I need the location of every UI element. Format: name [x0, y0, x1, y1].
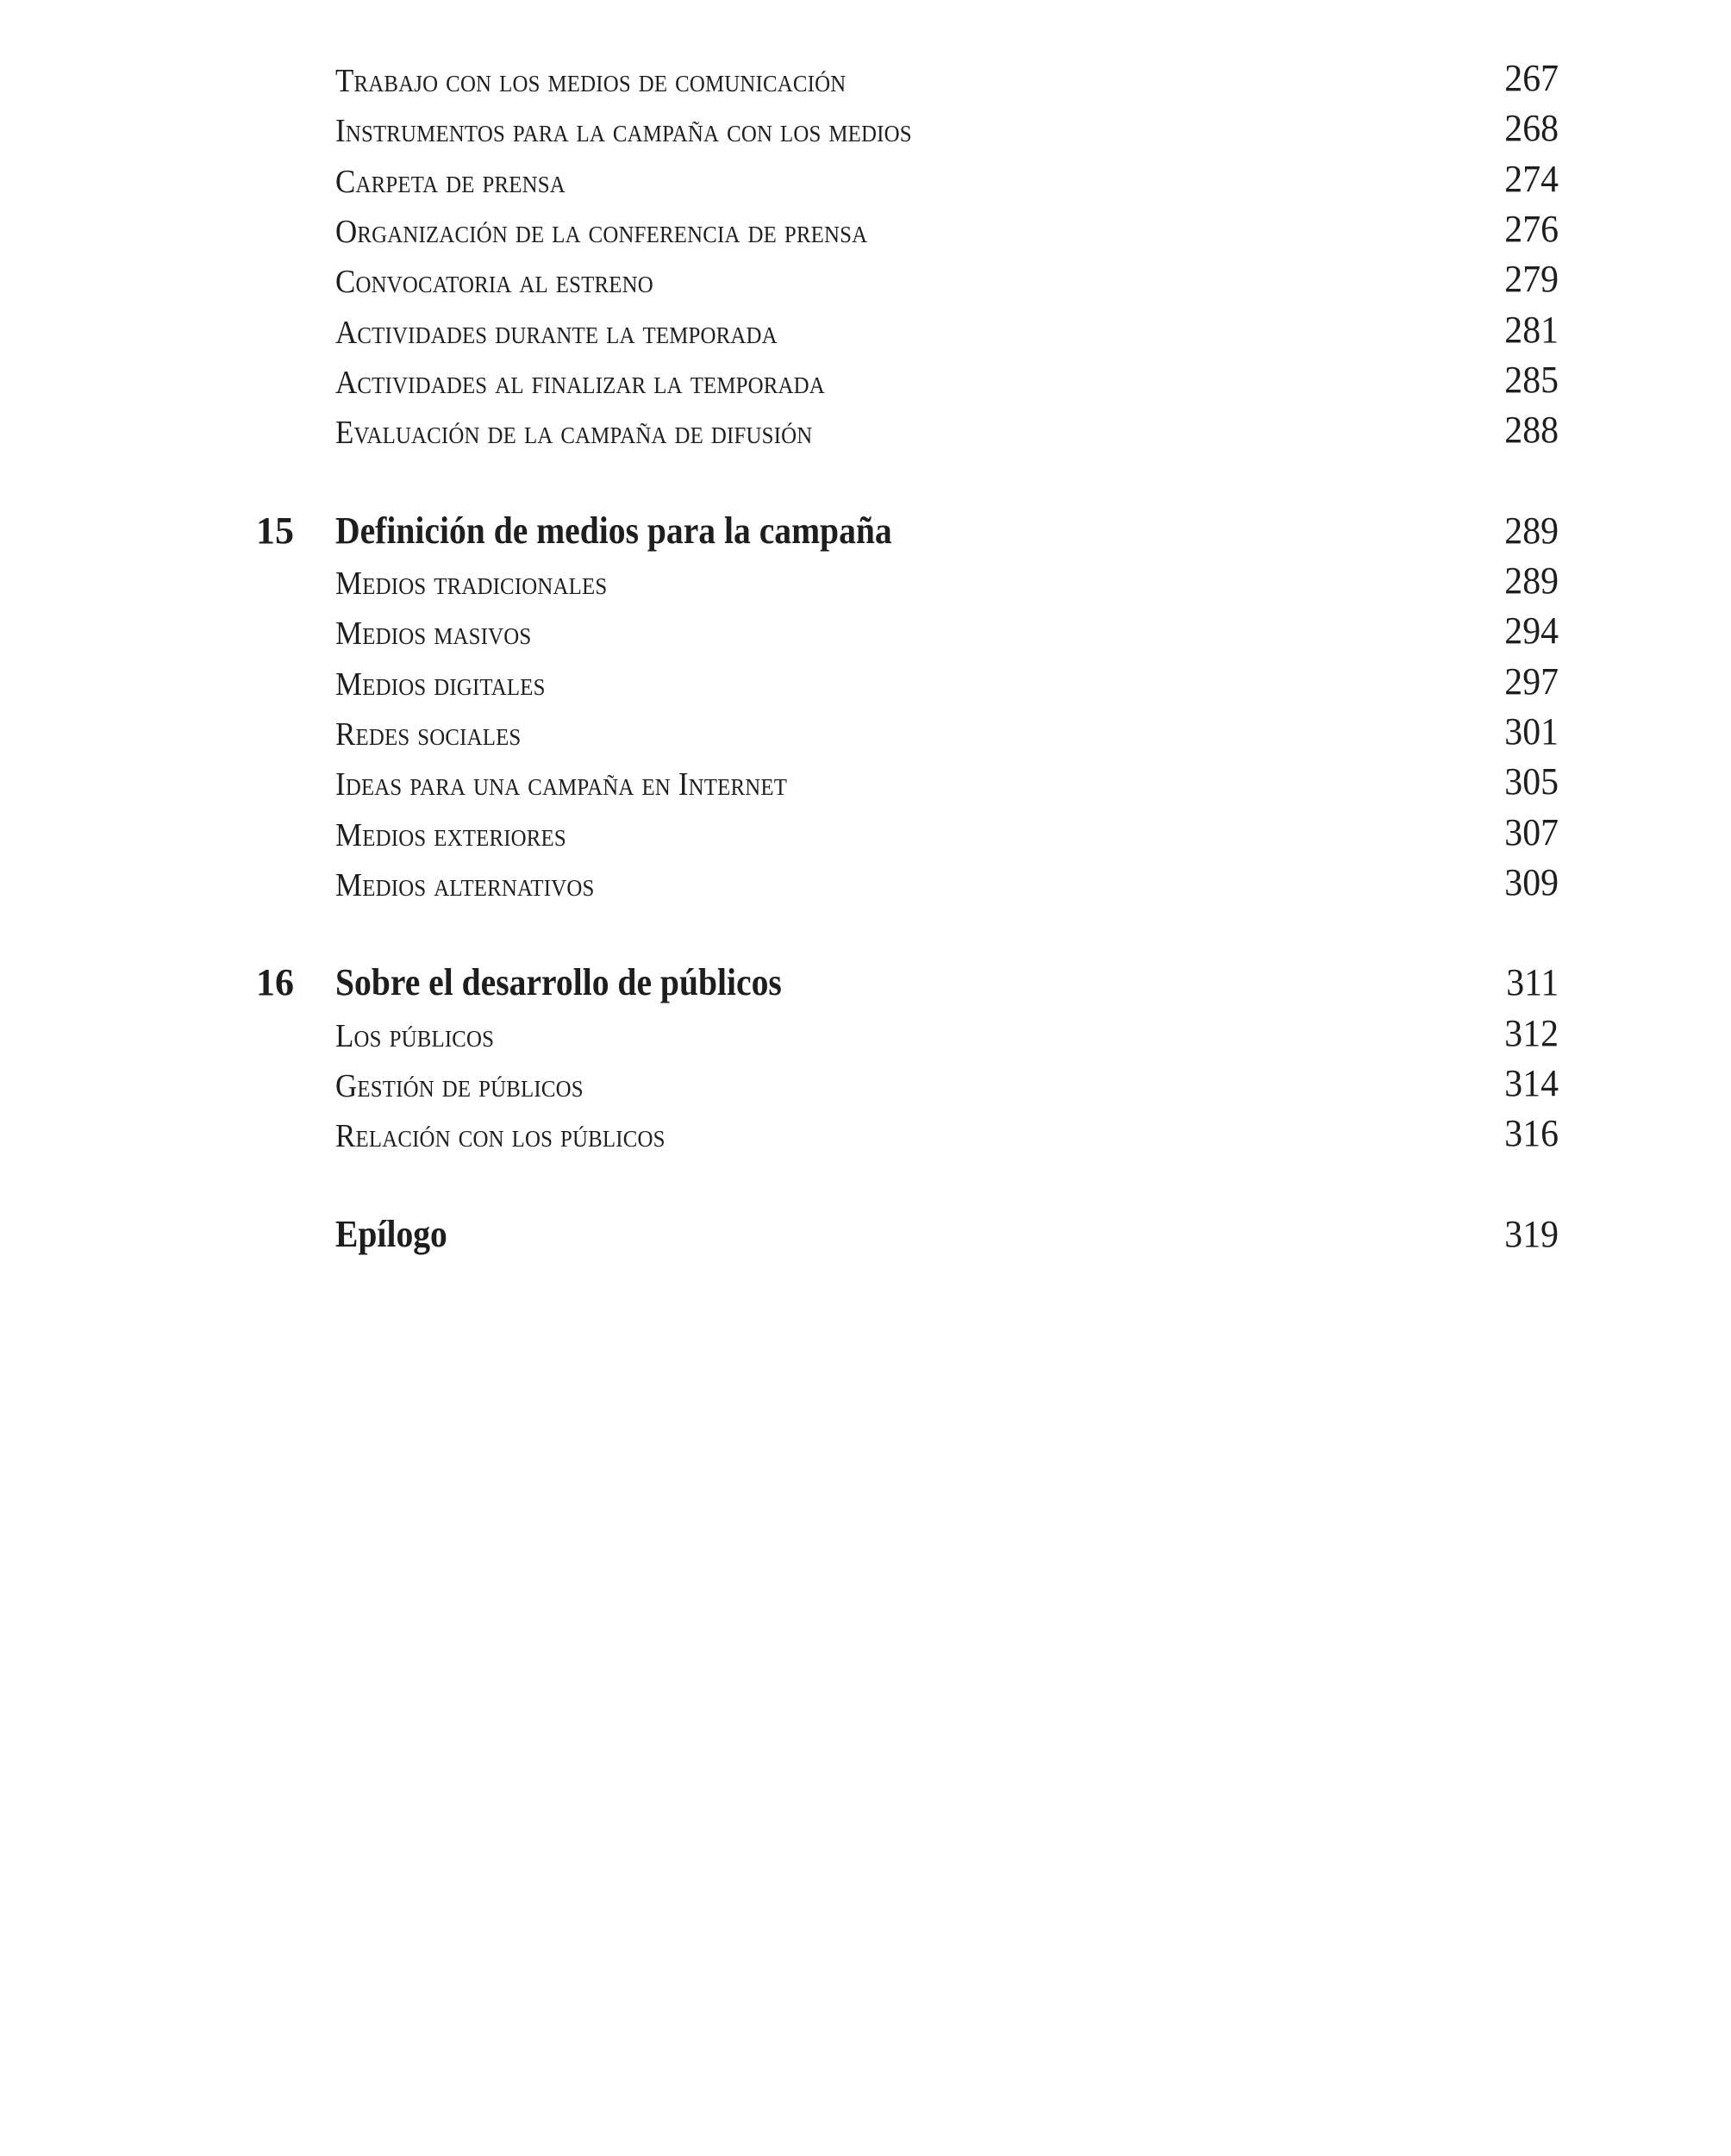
toc-section-row[interactable] [0, 198, 1731, 248]
toc-section-row[interactable] [0, 550, 1731, 600]
page-number: 312 [1504, 1011, 1559, 1054]
page-number: 281 [1504, 308, 1559, 351]
page-number: 289 [1504, 509, 1559, 552]
section-title: Ideas para una campaña en Internet [335, 766, 788, 803]
section-title: Instrumentos para la campaña con los medios [335, 113, 912, 150]
page-number: 294 [1504, 609, 1559, 653]
section-title: Los públicos [335, 1017, 495, 1054]
toc-chapter-row[interactable] [0, 500, 1731, 550]
toc-section-row[interactable] [0, 47, 1731, 97]
page-number: 316 [1504, 1112, 1559, 1155]
page-number: 274 [1504, 157, 1559, 200]
page-number: 279 [1504, 258, 1559, 301]
page-number: 268 [1504, 107, 1559, 150]
page-number: 309 [1504, 860, 1559, 903]
page-number: 297 [1504, 659, 1559, 703]
toc-section-row[interactable] [0, 802, 1731, 852]
section-title: Actividades al finalizar la temporada [335, 364, 825, 401]
section-title: Organización de la conferencia de prensa [335, 213, 868, 250]
toc-section-row[interactable] [0, 248, 1731, 301]
section-title: Medios exteriores [335, 816, 566, 853]
toc-section-row[interactable] [0, 701, 1731, 751]
section-title: Trabajo con los medios de comunicación [335, 63, 847, 99]
chapter-number: 15 [256, 509, 294, 552]
page-number: 289 [1504, 559, 1559, 602]
toc-section-row[interactable] [0, 600, 1731, 653]
section-title: Actividades durante la temporada [335, 314, 778, 351]
section-title: Evaluación de la campaña de difusión [335, 415, 813, 452]
section-title: Relación con los públicos [335, 1118, 666, 1155]
page-number: 301 [1504, 709, 1559, 753]
toc-section-row[interactable] [0, 651, 1731, 701]
section-title: Medios digitales [335, 666, 546, 703]
page-number: 314 [1504, 1062, 1559, 1104]
page-number: 311 [1505, 961, 1559, 1004]
page-number: 285 [1504, 358, 1559, 401]
page-number: 288 [1504, 409, 1559, 452]
section-title: Medios tradicionales [335, 566, 608, 602]
chapter-title: Definición de medios para la campaña [335, 509, 892, 552]
toc-section-row[interactable] [0, 1003, 1731, 1053]
toc-chapter-row[interactable] [0, 1203, 1731, 1253]
section-title: Medios alternativos [335, 866, 595, 903]
toc-section-row[interactable] [0, 148, 1731, 198]
toc-section-row[interactable] [0, 97, 1731, 150]
toc-section-row[interactable] [0, 751, 1731, 801]
page-number: 307 [1504, 810, 1559, 853]
toc-section-row[interactable] [0, 349, 1731, 399]
section-title: Carpeta de prensa [335, 163, 566, 200]
section-title: Convocatoria al estreno [335, 264, 653, 301]
page-number: 319 [1504, 1212, 1559, 1255]
page-number: 305 [1504, 760, 1559, 803]
page-number: 276 [1504, 207, 1559, 250]
toc-section-row[interactable] [0, 299, 1731, 349]
toc-section-row[interactable] [0, 852, 1731, 902]
section-title: Medios masivos [335, 616, 532, 653]
chapter-title: Epílogo [335, 1212, 447, 1255]
chapter-title: Sobre el desarrollo de públicos [335, 961, 782, 1004]
section-title: Redes sociales [335, 716, 522, 753]
chapter-number: 16 [256, 961, 294, 1004]
section-title: Gestión de públicos [335, 1068, 584, 1104]
page-number: 267 [1504, 57, 1559, 99]
toc-chapter-row[interactable] [0, 952, 1731, 1002]
toc-section-row[interactable] [0, 1053, 1731, 1103]
toc-section-row[interactable] [0, 399, 1731, 452]
toc-section-row[interactable] [0, 1103, 1731, 1153]
